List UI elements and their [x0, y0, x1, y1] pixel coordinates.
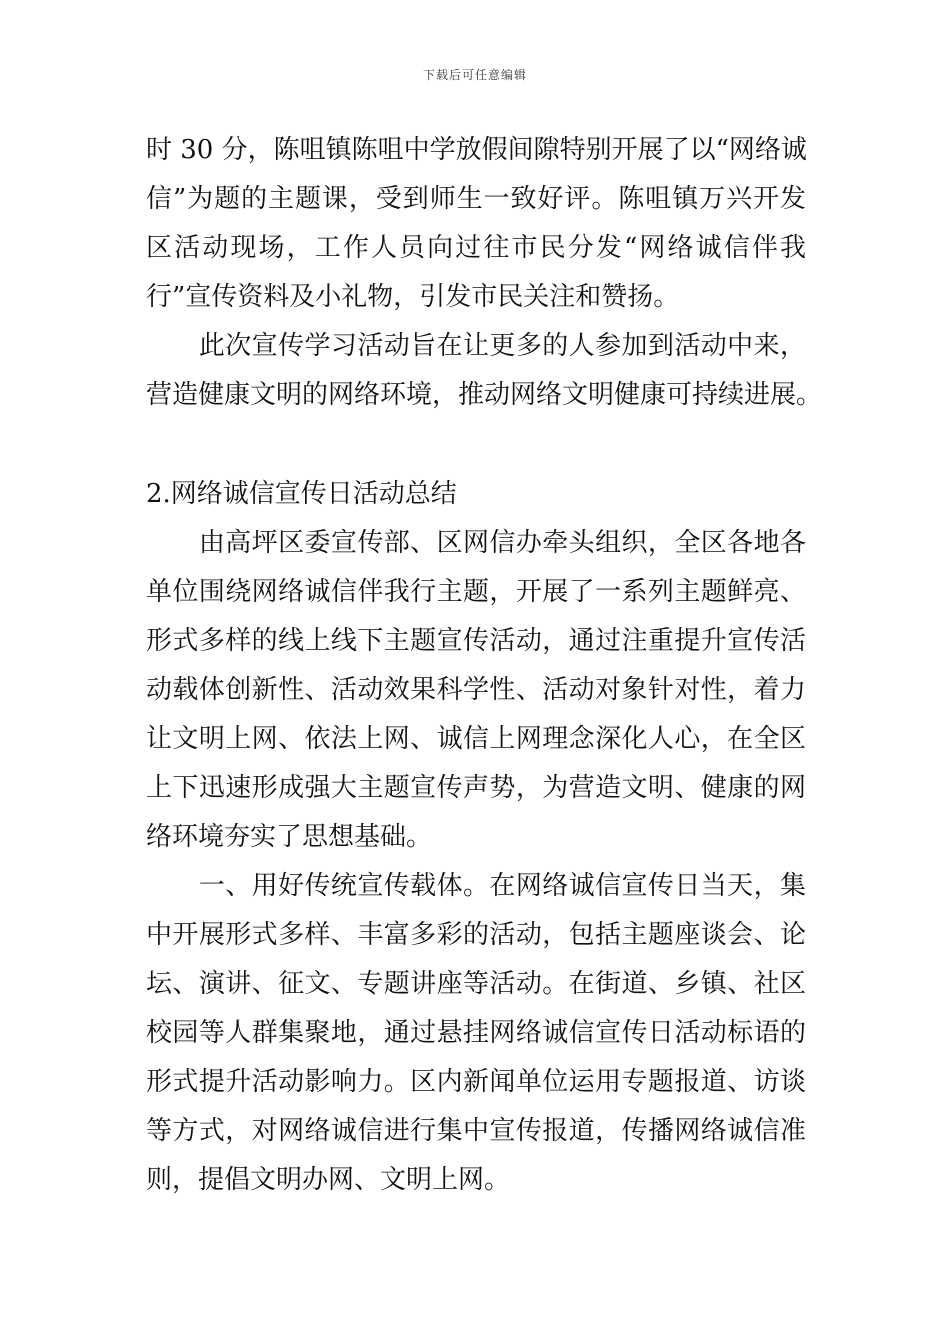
paragraph-line: 动载体创新性、活动效果科学性、活动对象针对性，着力: [146, 675, 806, 705]
paragraph-line: 坛、演讲、征文、专题讲座等活动。在街道、乡镇、社区: [146, 969, 806, 999]
paragraph-line: 络环境夯实了思想基础。: [146, 822, 433, 852]
paragraph-line: 形式多样的线上线下主题宣传活动，通过注重提升宣传活: [146, 626, 806, 656]
section-heading: 2.网络诚信宣传日活动总结: [146, 479, 457, 509]
page-header-note: 下载后可任意编辑: [422, 68, 527, 82]
spacer: [146, 420, 806, 470]
section-paragraph-2: [146, 862, 806, 1205]
paragraph-line: 上下迅速形成强大主题宣传声势，为营造文明、健康的网: [146, 773, 806, 803]
paragraph-1: [146, 126, 806, 322]
paragraph-line: 信”为题的主题课，受到师生一致好评。陈咀镇万兴开发: [146, 184, 806, 214]
paragraph-line: 行”宣传资料及小礼物，引发市民关注和赞扬。: [146, 282, 680, 312]
document-body: [146, 126, 823, 1205]
paragraph-2: [146, 322, 823, 420]
paragraph-line: 则，提倡文明办网、文明上网。: [146, 1165, 511, 1195]
paragraph-line: 营造健康文明的网络环境，推动网络文明健康可持续进展。: [146, 380, 823, 410]
paragraph-line: 形式提升活动影响力。区内新闻单位运用专题报道、访谈: [146, 1067, 806, 1097]
paragraph-line: 时 30 分，陈咀镇陈咀中学放假间隙特别开展了以“网络诚: [146, 135, 807, 165]
paragraph-line: 校园等人群集聚地，通过悬挂网络诚信宣传日活动标语的: [146, 1018, 806, 1048]
section-paragraph-1: [146, 519, 806, 862]
paragraph-line: 等方式，对网络诚信进行集中宣传报道，传播网络诚信准: [146, 1116, 806, 1146]
paragraph-line: 由高坪区委宣传部、区网信办牵头组织，全区各地各: [146, 528, 806, 558]
paragraph-line: 区活动现场，工作人员向过往市民分发“网络诚信伴我: [146, 233, 806, 263]
paragraph-line: 单位围绕网络诚信伴我行主题，开展了一系列主题鲜亮、: [146, 577, 806, 607]
paragraph-line: 中开展形式多样、丰富多彩的活动，包括主题座谈会、论: [146, 920, 806, 950]
paragraph-line: 此次宣传学习活动旨在让更多的人参加到活动中来，: [146, 331, 806, 361]
paragraph-line: 一、用好传统宣传载体。在网络诚信宣传日当天，集: [146, 871, 806, 901]
paragraph-line: 让文明上网、依法上网、诚信上网理念深化人心，在全区: [146, 724, 806, 754]
